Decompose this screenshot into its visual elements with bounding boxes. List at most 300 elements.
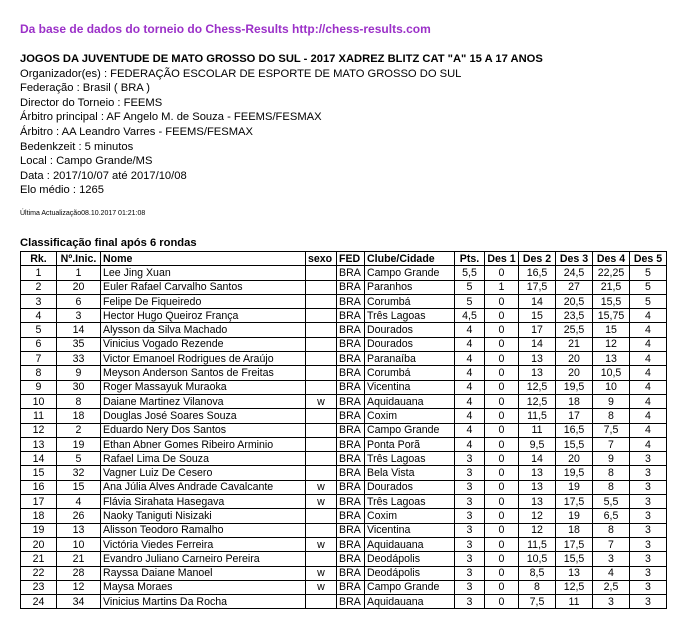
- cell-points: 3: [455, 523, 485, 537]
- cell-start-number: 28: [57, 566, 101, 580]
- cell-points: 3: [455, 452, 485, 466]
- cell-tiebreak-3: 17: [556, 409, 593, 423]
- cell-tiebreak-3: 23,5: [556, 309, 593, 323]
- cell-club: Aquidauana: [365, 595, 455, 609]
- cell-tiebreak-2: 16,5: [519, 266, 556, 280]
- cell-tiebreak-2: 9,5: [519, 437, 556, 451]
- cell-name: Rayssa Daiane Manoel: [101, 566, 306, 580]
- table-row: [21, 523, 667, 537]
- cell-start-number: 1: [57, 266, 101, 280]
- cell-club: Campo Grande: [365, 580, 455, 594]
- cell-fed: BRA: [337, 452, 365, 466]
- cell-club: Dourados: [365, 323, 455, 337]
- cell-tiebreak-1: 1: [485, 280, 519, 294]
- cell-tiebreak-3: 15,5: [556, 437, 593, 451]
- cell-tiebreak-5: 3: [630, 552, 667, 566]
- cell-tiebreak-5: 5: [630, 280, 667, 294]
- cell-fed: BRA: [337, 394, 365, 408]
- cell-tiebreak-4: 8: [593, 480, 630, 494]
- cell-tiebreak-2: 12: [519, 509, 556, 523]
- cell-tiebreak-4: 9: [593, 452, 630, 466]
- cell-tiebreak-3: 19,5: [556, 380, 593, 394]
- cell-sex: [306, 437, 337, 451]
- cell-club: Campo Grande: [365, 423, 455, 437]
- cell-tiebreak-4: 3: [593, 552, 630, 566]
- cell-rank: 13: [21, 437, 57, 451]
- cell-tiebreak-4: 22,25: [593, 266, 630, 280]
- cell-name: Vagner Luiz De Cesero: [101, 466, 306, 480]
- cell-tiebreak-5: 4: [630, 437, 667, 451]
- cell-sex: [306, 309, 337, 323]
- cell-name: Alisson Teodoro Ramalho: [101, 523, 306, 537]
- cell-fed: BRA: [337, 294, 365, 308]
- cell-points: 3: [455, 509, 485, 523]
- cell-sex: [306, 323, 337, 337]
- cell-rank: 3: [21, 294, 57, 308]
- cell-tiebreak-1: 0: [485, 409, 519, 423]
- cell-tiebreak-1: 0: [485, 580, 519, 594]
- cell-start-number: 30: [57, 380, 101, 394]
- organizer: Organizador(es) : FEDERAÇÃO ESCOLAR DE ESPORTE DE MATO GROSSO DO SUL: [20, 67, 462, 80]
- cell-sex: [306, 352, 337, 366]
- cell-tiebreak-3: 12,5: [556, 580, 593, 594]
- cell-tiebreak-5: 5: [630, 266, 667, 280]
- tournament-title: JOGOS DA JUVENTUDE DE MATO GROSSO DO SUL - 2017 XADREZ BLITZ CAT "A" 15 A 17 ANOS: [20, 53, 543, 65]
- cell-name: Vinicius Martins Da Rocha: [101, 595, 306, 609]
- table-row: [21, 309, 667, 323]
- cell-tiebreak-1: 0: [485, 309, 519, 323]
- tournament-info: [20, 52, 543, 198]
- cell-fed: BRA: [337, 323, 365, 337]
- cell-fed: BRA: [337, 495, 365, 509]
- cell-name: Flávia Sirahata Hasegava: [101, 495, 306, 509]
- table-row: [21, 266, 667, 280]
- cell-club: Deodápolis: [365, 552, 455, 566]
- cell-fed: BRA: [337, 466, 365, 480]
- standings-table: [20, 251, 667, 609]
- cell-tiebreak-5: 3: [630, 495, 667, 509]
- col-header-tiebreak-1: Des 1: [485, 252, 519, 266]
- cell-tiebreak-1: 0: [485, 323, 519, 337]
- table-row: [21, 595, 667, 609]
- cell-tiebreak-2: 8,5: [519, 566, 556, 580]
- cell-club: Três Lagoas: [365, 309, 455, 323]
- cell-start-number: 12: [57, 580, 101, 594]
- cell-tiebreak-1: 0: [485, 394, 519, 408]
- cell-start-number: 15: [57, 480, 101, 494]
- cell-tiebreak-2: 14: [519, 337, 556, 351]
- cell-fed: BRA: [337, 509, 365, 523]
- cell-tiebreak-4: 9: [593, 394, 630, 408]
- cell-tiebreak-5: 4: [630, 380, 667, 394]
- cell-rank: 12: [21, 423, 57, 437]
- cell-points: 4: [455, 337, 485, 351]
- cell-rank: 14: [21, 452, 57, 466]
- cell-name: Victória Viedes Ferreira: [101, 537, 306, 551]
- table-row: [21, 452, 667, 466]
- cell-fed: BRA: [337, 523, 365, 537]
- cell-start-number: 18: [57, 409, 101, 423]
- cell-tiebreak-1: 0: [485, 380, 519, 394]
- cell-sex: [306, 294, 337, 308]
- cell-club: Campo Grande: [365, 266, 455, 280]
- cell-tiebreak-2: 13: [519, 352, 556, 366]
- cell-points: 5,5: [455, 266, 485, 280]
- cell-rank: 2: [21, 280, 57, 294]
- cell-start-number: 6: [57, 294, 101, 308]
- cell-name: Alysson da Silva Machado: [101, 323, 306, 337]
- cell-tiebreak-3: 11: [556, 595, 593, 609]
- cell-tiebreak-4: 7: [593, 537, 630, 551]
- table-row: [21, 394, 667, 408]
- cell-tiebreak-1: 0: [485, 294, 519, 308]
- cell-tiebreak-4: 10: [593, 380, 630, 394]
- cell-rank: 1: [21, 266, 57, 280]
- table-row: [21, 423, 667, 437]
- table-row: [21, 552, 667, 566]
- federation: Federação : Brasil ( BRA ): [20, 82, 150, 95]
- cell-tiebreak-3: 20,5: [556, 294, 593, 308]
- cell-tiebreak-2: 12,5: [519, 394, 556, 408]
- cell-tiebreak-2: 13: [519, 366, 556, 380]
- cell-tiebreak-3: 19: [556, 509, 593, 523]
- cell-points: 3: [455, 580, 485, 594]
- cell-club: Corumbá: [365, 294, 455, 308]
- chief-arbiter: Árbitro principal : AF Angelo M. de Souza - FEEMS/FESMAX: [20, 111, 322, 124]
- cell-points: 4: [455, 352, 485, 366]
- cell-start-number: 32: [57, 466, 101, 480]
- cell-fed: BRA: [337, 437, 365, 451]
- cell-tiebreak-3: 25,5: [556, 323, 593, 337]
- cell-points: 3: [455, 466, 485, 480]
- cell-tiebreak-5: 4: [630, 309, 667, 323]
- cell-name: Hector Hugo Queiroz França: [101, 309, 306, 323]
- source-link[interactable]: Da base de dados do torneio do Chess-Results http://chess-results.com: [20, 22, 431, 36]
- cell-tiebreak-1: 0: [485, 423, 519, 437]
- col-header-tiebreak-5: Des 5: [630, 252, 667, 266]
- cell-name: Maysa Moraes: [101, 580, 306, 594]
- cell-tiebreak-3: 20: [556, 352, 593, 366]
- cell-tiebreak-2: 14: [519, 452, 556, 466]
- cell-tiebreak-1: 0: [485, 509, 519, 523]
- cell-tiebreak-3: 15,5: [556, 552, 593, 566]
- cell-sex: w: [306, 537, 337, 551]
- cell-fed: BRA: [337, 480, 365, 494]
- cell-tiebreak-4: 8: [593, 523, 630, 537]
- cell-tiebreak-4: 4: [593, 566, 630, 580]
- cell-fed: BRA: [337, 580, 365, 594]
- cell-fed: BRA: [337, 280, 365, 294]
- cell-points: 3: [455, 566, 485, 580]
- cell-club: Ponta Porã: [365, 437, 455, 451]
- cell-points: 5: [455, 294, 485, 308]
- cell-points: 4: [455, 394, 485, 408]
- cell-fed: BRA: [337, 309, 365, 323]
- cell-tiebreak-1: 0: [485, 480, 519, 494]
- section-title: Classificação final após 6 rondas: [20, 237, 197, 249]
- cell-points: 4: [455, 380, 485, 394]
- cell-sex: [306, 509, 337, 523]
- cell-name: Lee Jing Xuan: [101, 266, 306, 280]
- cell-tiebreak-3: 21: [556, 337, 593, 351]
- cell-tiebreak-2: 17: [519, 323, 556, 337]
- cell-tiebreak-3: 20: [556, 452, 593, 466]
- cell-start-number: 13: [57, 523, 101, 537]
- col-header-club: Clube/Cidade: [365, 252, 455, 266]
- cell-club: Aquidauana: [365, 537, 455, 551]
- cell-club: Dourados: [365, 480, 455, 494]
- cell-rank: 9: [21, 380, 57, 394]
- cell-sex: [306, 409, 337, 423]
- cell-tiebreak-2: 12,5: [519, 380, 556, 394]
- cell-start-number: 9: [57, 366, 101, 380]
- cell-points: 3: [455, 495, 485, 509]
- cell-tiebreak-5: 4: [630, 423, 667, 437]
- cell-tiebreak-5: 4: [630, 394, 667, 408]
- time-control: Bedenkzeit : 5 minutos: [20, 140, 134, 153]
- cell-tiebreak-1: 0: [485, 366, 519, 380]
- cell-start-number: 33: [57, 352, 101, 366]
- col-header-points: Pts.: [455, 252, 485, 266]
- cell-points: 4: [455, 323, 485, 337]
- cell-tiebreak-4: 21,5: [593, 280, 630, 294]
- cell-rank: 7: [21, 352, 57, 366]
- col-header-tiebreak-3: Des 3: [556, 252, 593, 266]
- cell-club: Coxim: [365, 409, 455, 423]
- cell-tiebreak-1: 0: [485, 452, 519, 466]
- table-row: [21, 337, 667, 351]
- cell-start-number: 35: [57, 337, 101, 351]
- table-body: [21, 266, 667, 609]
- cell-sex: [306, 366, 337, 380]
- cell-tiebreak-5: 3: [630, 537, 667, 551]
- cell-tiebreak-5: 3: [630, 466, 667, 480]
- cell-tiebreak-5: 4: [630, 409, 667, 423]
- cell-sex: [306, 280, 337, 294]
- cell-tiebreak-1: 0: [485, 495, 519, 509]
- cell-points: 3: [455, 552, 485, 566]
- cell-tiebreak-1: 0: [485, 337, 519, 351]
- cell-sex: [306, 595, 337, 609]
- cell-name: Vinicius Vogado Rezende: [101, 337, 306, 351]
- cell-rank: 8: [21, 366, 57, 380]
- cell-rank: 23: [21, 580, 57, 594]
- cell-tiebreak-4: 13: [593, 352, 630, 366]
- cell-points: 3: [455, 480, 485, 494]
- cell-club: Vicentina: [365, 380, 455, 394]
- cell-points: 4: [455, 423, 485, 437]
- cell-tiebreak-5: 4: [630, 366, 667, 380]
- cell-name: Naoky Taniguti Nisizaki: [101, 509, 306, 523]
- cell-club: Paranaíba: [365, 352, 455, 366]
- cell-name: Felipe De Fiqueiredo: [101, 294, 306, 308]
- cell-tiebreak-2: 7,5: [519, 595, 556, 609]
- cell-tiebreak-1: 0: [485, 437, 519, 451]
- location: Local : Campo Grande/MS: [20, 155, 153, 168]
- cell-tiebreak-5: 4: [630, 352, 667, 366]
- cell-tiebreak-1: 0: [485, 352, 519, 366]
- cell-fed: BRA: [337, 552, 365, 566]
- cell-fed: BRA: [337, 566, 365, 580]
- cell-tiebreak-4: 15,75: [593, 309, 630, 323]
- table-row: [21, 537, 667, 551]
- cell-sex: [306, 337, 337, 351]
- cell-start-number: 26: [57, 509, 101, 523]
- cell-sex: w: [306, 394, 337, 408]
- cell-tiebreak-2: 15: [519, 309, 556, 323]
- cell-tiebreak-5: 3: [630, 566, 667, 580]
- col-header-start-number: Nº.Inic.: [57, 252, 101, 266]
- cell-tiebreak-5: 4: [630, 323, 667, 337]
- table-row: [21, 294, 667, 308]
- cell-fed: BRA: [337, 595, 365, 609]
- last-update: Última Actualização08.10.2017 01:21:08: [20, 210, 146, 217]
- cell-tiebreak-3: 18: [556, 394, 593, 408]
- cell-club: Coxim: [365, 509, 455, 523]
- cell-rank: 24: [21, 595, 57, 609]
- cell-points: 3: [455, 595, 485, 609]
- cell-rank: 22: [21, 566, 57, 580]
- arbiter: Árbitro : AA Leandro Varres - FEEMS/FESMAX: [20, 125, 253, 138]
- cell-points: 4: [455, 409, 485, 423]
- cell-rank: 11: [21, 409, 57, 423]
- col-header-rank: Rk.: [21, 252, 57, 266]
- cell-club: Paranhos: [365, 280, 455, 294]
- cell-sex: w: [306, 495, 337, 509]
- cell-tiebreak-4: 12: [593, 337, 630, 351]
- cell-rank: 21: [21, 552, 57, 566]
- cell-tiebreak-4: 8: [593, 466, 630, 480]
- cell-tiebreak-3: 19,5: [556, 466, 593, 480]
- average-elo: Elo médio : 1265: [20, 184, 104, 197]
- cell-tiebreak-4: 7: [593, 437, 630, 451]
- cell-sex: w: [306, 580, 337, 594]
- cell-sex: [306, 552, 337, 566]
- col-header-tiebreak-2: Des 2: [519, 252, 556, 266]
- table-row: [21, 280, 667, 294]
- cell-tiebreak-2: 11,5: [519, 409, 556, 423]
- cell-club: Três Lagoas: [365, 495, 455, 509]
- cell-club: Corumbá: [365, 366, 455, 380]
- cell-tiebreak-2: 11: [519, 423, 556, 437]
- cell-tiebreak-3: 19: [556, 480, 593, 494]
- cell-tiebreak-1: 0: [485, 566, 519, 580]
- cell-tiebreak-5: 3: [630, 580, 667, 594]
- cell-sex: [306, 452, 337, 466]
- cell-tiebreak-4: 8: [593, 409, 630, 423]
- cell-club: Dourados: [365, 337, 455, 351]
- cell-start-number: 19: [57, 437, 101, 451]
- cell-rank: 18: [21, 509, 57, 523]
- cell-name: Eduardo Nery Dos Santos: [101, 423, 306, 437]
- cell-sex: w: [306, 566, 337, 580]
- cell-name: Roger Massayuk Muraoka: [101, 380, 306, 394]
- cell-name: Ana Júlia Alves Andrade Cavalcante: [101, 480, 306, 494]
- cell-tiebreak-2: 11,5: [519, 537, 556, 551]
- cell-start-number: 8: [57, 394, 101, 408]
- table-row: [21, 366, 667, 380]
- cell-tiebreak-1: 0: [485, 266, 519, 280]
- cell-points: 5: [455, 280, 485, 294]
- cell-rank: 16: [21, 480, 57, 494]
- cell-name: Rafael Lima De Souza: [101, 452, 306, 466]
- cell-rank: 6: [21, 337, 57, 351]
- cell-tiebreak-2: 8: [519, 580, 556, 594]
- header-row: [21, 252, 667, 266]
- cell-points: 4,5: [455, 309, 485, 323]
- cell-fed: BRA: [337, 266, 365, 280]
- cell-fed: BRA: [337, 380, 365, 394]
- cell-tiebreak-2: 10,5: [519, 552, 556, 566]
- cell-start-number: 5: [57, 452, 101, 466]
- cell-tiebreak-4: 2,5: [593, 580, 630, 594]
- table-row: [21, 480, 667, 494]
- cell-tiebreak-5: 3: [630, 595, 667, 609]
- cell-start-number: 21: [57, 552, 101, 566]
- cell-tiebreak-3: 27: [556, 280, 593, 294]
- cell-sex: [306, 523, 337, 537]
- cell-sex: [306, 466, 337, 480]
- cell-tiebreak-3: 24,5: [556, 266, 593, 280]
- cell-points: 4: [455, 437, 485, 451]
- cell-club: Bela Vista: [365, 466, 455, 480]
- table-row: [21, 580, 667, 594]
- cell-rank: 15: [21, 466, 57, 480]
- cell-rank: 4: [21, 309, 57, 323]
- cell-tiebreak-5: 3: [630, 523, 667, 537]
- cell-fed: BRA: [337, 537, 365, 551]
- cell-tiebreak-4: 15,5: [593, 294, 630, 308]
- col-header-sex: sexo: [306, 252, 337, 266]
- table-row: [21, 380, 667, 394]
- cell-tiebreak-2: 13: [519, 480, 556, 494]
- cell-fed: BRA: [337, 366, 365, 380]
- cell-tiebreak-2: 14: [519, 294, 556, 308]
- cell-name: Meyson Anderson Santos de Freitas: [101, 366, 306, 380]
- table-row: [21, 437, 667, 451]
- cell-tiebreak-4: 3: [593, 595, 630, 609]
- table-row: [21, 509, 667, 523]
- cell-start-number: 2: [57, 423, 101, 437]
- date: Data : 2017/10/07 até 2017/10/08: [20, 169, 187, 182]
- cell-name: Victor Emanoel Rodrigues de Araújo: [101, 352, 306, 366]
- cell-tiebreak-5: 5: [630, 294, 667, 308]
- cell-tiebreak-5: 3: [630, 480, 667, 494]
- cell-tiebreak-1: 0: [485, 595, 519, 609]
- cell-fed: BRA: [337, 337, 365, 351]
- cell-tiebreak-2: 17,5: [519, 280, 556, 294]
- table-row: [21, 466, 667, 480]
- cell-tiebreak-1: 0: [485, 466, 519, 480]
- cell-tiebreak-3: 16,5: [556, 423, 593, 437]
- cell-tiebreak-4: 10,5: [593, 366, 630, 380]
- cell-sex: w: [306, 480, 337, 494]
- cell-club: Deodápolis: [365, 566, 455, 580]
- cell-tiebreak-5: 4: [630, 337, 667, 351]
- cell-name: Evandro Juliano Carneiro Pereira: [101, 552, 306, 566]
- cell-rank: 5: [21, 323, 57, 337]
- cell-tiebreak-1: 0: [485, 552, 519, 566]
- cell-tiebreak-3: 13: [556, 566, 593, 580]
- cell-tiebreak-4: 5,5: [593, 495, 630, 509]
- cell-points: 3: [455, 537, 485, 551]
- col-header-tiebreak-4: Des 4: [593, 252, 630, 266]
- cell-tiebreak-4: 7,5: [593, 423, 630, 437]
- cell-tiebreak-4: 6,5: [593, 509, 630, 523]
- cell-tiebreak-3: 17,5: [556, 495, 593, 509]
- cell-tiebreak-1: 0: [485, 537, 519, 551]
- cell-sex: [306, 423, 337, 437]
